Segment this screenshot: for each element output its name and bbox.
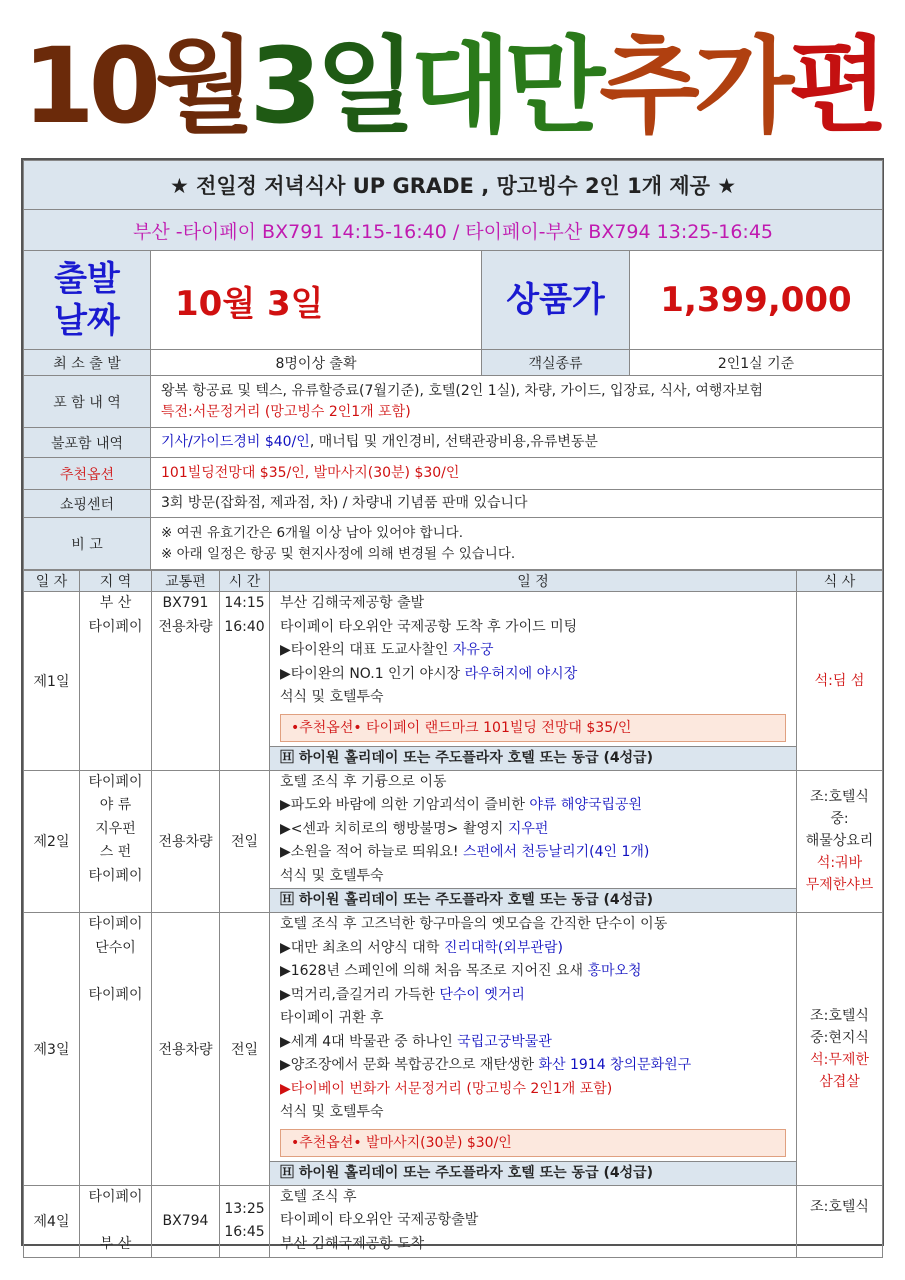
day-times: 전일: [220, 770, 270, 913]
schedule-highlight: 라우허지에 야시장: [464, 665, 578, 682]
meal-line: 조:호텔식: [810, 1007, 869, 1024]
day-label: 제4일: [24, 1185, 80, 1257]
day-transport: [152, 592, 220, 771]
schedule-line: 호텔 조식 후 기륭으로 이동: [280, 773, 447, 790]
day-regions: [80, 592, 152, 771]
day-transport: 전용차량: [152, 770, 220, 913]
itinerary-document: [21, 158, 884, 1252]
page-title: [0, 22, 905, 150]
col-schedule: 일 정: [270, 571, 797, 592]
day-regions: [80, 1185, 152, 1257]
included-value: [151, 376, 883, 428]
shopping-label: 쇼핑센터: [24, 490, 151, 518]
region: 타이페이: [88, 867, 143, 884]
region: [80, 1209, 151, 1233]
schedule-line: ▶타이베이 번화가 서문정거리 (망고빙수 2인1개 포함): [280, 1080, 613, 1097]
day-times: 전일: [220, 913, 270, 1186]
excluded-rest: , 매너팁 및 개인경비, 선택관광비용,유류변동분: [309, 434, 598, 450]
schedule-text: ▶파도와 바람에 의한 기암괴석이 즐비한: [280, 797, 530, 813]
schedule-line: [270, 984, 796, 1008]
col-date: 일 자: [24, 571, 80, 592]
region: 타이페이: [88, 773, 143, 790]
day-schedule: [270, 770, 797, 913]
price-value: 1,399,000: [630, 251, 883, 350]
day-times: [220, 592, 270, 771]
col-transport: 교통편: [152, 571, 220, 592]
schedule-line: 호텔 조식 후 고즈넉한 항구마을의 옛모습을 간직한 단수이 이동: [280, 916, 668, 932]
day-label: 제1일: [24, 592, 80, 771]
day-label: 제2일: [24, 770, 80, 913]
region: 단수이: [95, 939, 136, 956]
hotel-line: 🄷 하이원 홀리데이 또는 주도플라자 호텔 또는 동급 (4성급): [270, 1161, 796, 1185]
meal-line: 석:궈바: [816, 855, 863, 872]
region: 타이페이: [88, 1188, 143, 1205]
remarks-value: [151, 518, 883, 570]
departure-label-line2: 날짜: [54, 301, 120, 341]
meal-cell: [797, 770, 883, 913]
schedule-line: 호텔 조식 후: [280, 1188, 357, 1205]
price-label: 상품가: [482, 251, 630, 350]
remark-schedule-change: ※ 아래 일정은 항공 및 현지사정에 의해 변경될 수 있습니다.: [161, 545, 516, 562]
schedule-highlight: 진리대학(외부관람): [443, 939, 563, 956]
day-schedule: [270, 913, 797, 1186]
options-value: 101빌딩전망대 $35/인, 발마사지(30분) $30/인: [151, 458, 883, 490]
departure-label-line1: 출발: [54, 259, 120, 299]
min-departure-label: 최 소 출 발: [24, 350, 151, 376]
day-row: [24, 1185, 883, 1257]
room-type-value: 2인1실 기준: [630, 350, 883, 376]
day-regions: [80, 770, 152, 913]
guide-fee: 기사/가이드경비 $40/인: [161, 434, 310, 450]
schedule-line: 타이페이 타오위안 국제공항 도착 후 가이드 미팅: [280, 618, 578, 635]
schedule-line: 타이페이 귀환 후: [280, 1010, 384, 1026]
remark-passport: ※ 여권 유효기간은 6개월 이상 남아 있어야 합니다.: [161, 524, 464, 541]
meal-line: 조:호텔식: [810, 789, 869, 806]
recommended-option-box: •추천옵션• 발마사지(30분) $30/인: [280, 1129, 786, 1157]
schedule-line: [270, 841, 796, 865]
schedule-highlight: 자유궁: [452, 642, 494, 658]
meal-cell: [797, 913, 883, 1186]
schedule-line: [270, 960, 796, 984]
schedule-highlight: 단수이 옛거리: [439, 986, 525, 1003]
time: 16:40: [224, 618, 265, 635]
remarks-label: 비 고: [24, 518, 151, 570]
day-regions: [80, 913, 152, 1186]
schedule-text: ▶소원을 적어 하늘로 띄워요!: [280, 844, 463, 860]
region: [80, 960, 151, 984]
header-flight-line: 부산 -타이페이 BX791 14:15-16:40 / 타이페이-부산 BX794 13:25-16:45: [24, 210, 883, 251]
schedule-line: [270, 1031, 796, 1055]
included-label: 포 함 내 역: [24, 376, 151, 428]
hotel-line: 🄷 하이원 홀리데이 또는 주도플라자 호텔 또는 동급 (4성급): [270, 888, 796, 912]
time: 13:25: [224, 1201, 265, 1217]
transport: 전용차량: [158, 618, 213, 635]
schedule-highlight: 스펀에서 천등날리기(4인 1개): [462, 844, 650, 860]
meal-line: 석:무제한: [810, 1051, 869, 1068]
day-row: [24, 770, 883, 913]
time: 14:15: [224, 595, 265, 611]
time: 16:45: [224, 1224, 265, 1240]
included-line-2: 특전:서문정거리 (망고빙수 2인1개 포함): [161, 403, 411, 420]
schedule-line: [270, 639, 796, 663]
transport: BX791: [162, 595, 209, 611]
region: 타이페이: [88, 916, 143, 932]
room-type-label: 객실종류: [482, 350, 630, 376]
schedule-line: 석식 및 호텔투숙: [280, 689, 384, 705]
title-part-taiwan: 대만: [410, 25, 600, 147]
region: 스 펀: [99, 844, 132, 860]
col-time: 시 간: [220, 571, 270, 592]
region: 타이페이: [88, 986, 143, 1003]
schedule-line: [270, 937, 796, 961]
day-times: [220, 1185, 270, 1257]
region: 부 산: [99, 595, 132, 611]
schedule-line: [270, 663, 796, 687]
day-transport: 전용차량: [152, 913, 220, 1186]
schedule-line: 부산 김해국제공항 출발: [280, 595, 425, 611]
options-label: 추천옵션: [24, 458, 151, 490]
day-row: [24, 913, 883, 1186]
day-transport: BX794: [152, 1185, 220, 1257]
col-meal: 식 사: [797, 571, 883, 592]
meal-line: 중:: [830, 811, 849, 828]
day-schedule: [270, 1185, 797, 1257]
schedule-line: 부산 김해국제공항 도착: [280, 1235, 425, 1252]
schedule-highlight: 화산 1914 창의문화원구: [538, 1057, 692, 1073]
meal-cell: 조:호텔식: [797, 1185, 883, 1257]
schedule-line: 타이페이 타오위안 국제공항출발: [280, 1212, 479, 1228]
excluded-label: 불포함 내역: [24, 428, 151, 458]
schedule-text: ▶세계 4대 박물관 중 하나인: [280, 1033, 458, 1050]
day-row: [24, 592, 883, 771]
schedule-highlight: 야류 해양국립공원: [529, 797, 643, 813]
shopping-value: 3회 방문(잡화점, 제과점, 차) / 차량내 기념품 판매 있습니다: [151, 490, 883, 518]
meal-cell: 석:딤 섬: [797, 592, 883, 771]
schedule-text: ▶먹거리,즐길거리 가득한: [280, 986, 440, 1003]
title-part-month: 10월: [22, 25, 250, 147]
col-region: 지 역: [80, 571, 152, 592]
schedule-text: ▶타이완의 대표 도교사찰인: [280, 642, 453, 658]
meal-line: 중:현지식: [810, 1029, 869, 1046]
schedule-text: ▶1628년 스페인에 의해 처음 목조로 지어진 요새: [280, 963, 588, 979]
schedule-highlight: 지우펀: [507, 820, 549, 837]
title-part-extra: 추가: [599, 25, 789, 147]
schedule-text: ▶타이완의 NO.1 인기 야시장: [280, 665, 465, 682]
schedule-line: 석식 및 호텔투숙: [280, 1104, 384, 1120]
title-part-day: 3일: [249, 25, 411, 147]
title-part-edition: 편: [788, 25, 883, 147]
departure-date-value: 10월 3일: [151, 251, 482, 350]
schedule-highlight: 국립고궁박물관: [457, 1033, 552, 1050]
day-schedule: [270, 592, 797, 771]
excluded-value: [151, 428, 883, 458]
min-departure-value: 8명이상 출확: [151, 350, 482, 376]
region: 부 산: [99, 1235, 132, 1252]
day-label: 제3일: [24, 913, 80, 1186]
schedule-line: [270, 818, 796, 842]
info-table: [23, 160, 883, 570]
departure-date-label: [24, 251, 151, 350]
schedule-line: [270, 1054, 796, 1078]
meal-line: 무제한샤브: [805, 877, 874, 894]
schedule-text: ▶양조장에서 문화 복합공간으로 재탄생한: [280, 1057, 539, 1073]
included-line-1: 왕복 항공료 및 텍스, 유류할증료(7월기준), 호텔(2인 1실), 차량, 가이드, 입장료, 식사, 여행자보험: [161, 382, 764, 399]
schedule-line: 석식 및 호텔투숙: [280, 867, 384, 884]
region: 야 류: [99, 797, 132, 813]
meal-line: 해물상요리: [805, 833, 874, 850]
schedule-highlight: 홍마오청: [587, 963, 642, 979]
recommended-option-box: •추천옵션• 타이페이 랜드마크 101빌딩 전망대 $35/인: [280, 714, 786, 742]
header-upgrade-line: ★ 전일정 저녁식사 UP GRADE , 망고빙수 2인 1개 제공 ★: [24, 161, 883, 210]
schedule-text: ▶대만 최초의 서양식 대학: [280, 939, 444, 956]
region: 지우펀: [95, 820, 136, 837]
region: 타이페이: [88, 618, 143, 635]
schedule-table: [23, 570, 883, 1258]
schedule-line: [270, 794, 796, 818]
hotel-line: 🄷 하이원 홀리데이 또는 주도플라자 호텔 또는 동급 (4성급): [270, 746, 796, 770]
meal-line: 삼겹살: [819, 1073, 860, 1090]
schedule-text: ▶<센과 치히로의 행방불명> 촬영지: [280, 820, 508, 837]
